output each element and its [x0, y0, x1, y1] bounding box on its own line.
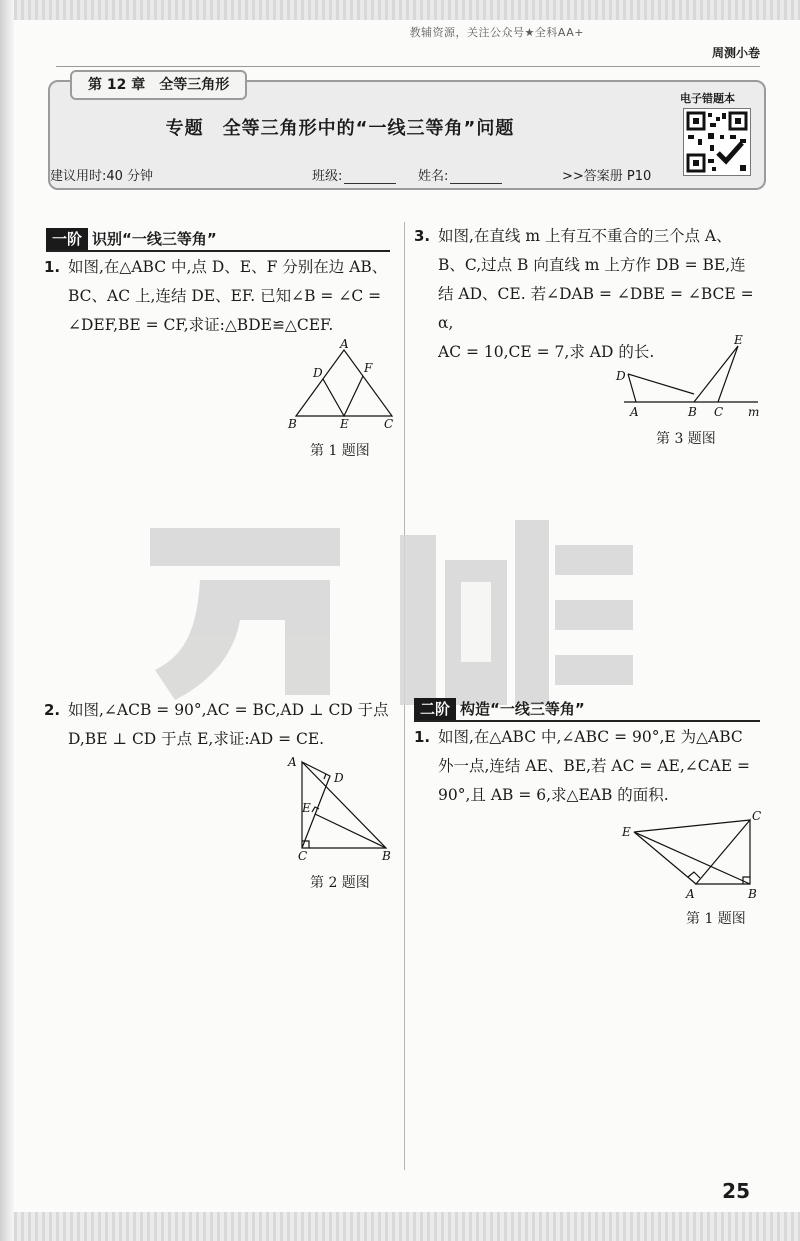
- fig4-label-A: A: [686, 887, 695, 901]
- problem-1-line: 如图,在△ABC 中,点 D、E、F 分别在边 AB、: [68, 258, 388, 276]
- fig2-label-E: E: [302, 801, 311, 815]
- name-blank: [450, 169, 502, 184]
- section1-title: 识别“一线三等角”: [92, 230, 217, 248]
- fig1-label-B: B: [288, 417, 297, 431]
- problem-2-number: 2.: [44, 701, 61, 719]
- figure-2: [282, 752, 398, 862]
- figure-s2-1: [618, 808, 768, 904]
- section1-rule: [46, 250, 390, 252]
- top-scan-stripe: [14, 0, 800, 20]
- name-label: 姓名:: [418, 169, 449, 184]
- problem-1-line: ∠DEF,BE = CF,求证:△BDE≌△CEF.: [68, 316, 334, 334]
- page-edge: [0, 0, 14, 1241]
- fig3-label-C: C: [714, 405, 724, 419]
- problem-3-number: 3.: [414, 227, 431, 245]
- fig2-label-C: C: [298, 849, 308, 862]
- fig1-label-D: D: [313, 366, 323, 380]
- problem-1: [44, 253, 398, 340]
- figure-1-caption: 第 1 题图: [310, 443, 370, 459]
- fig4-label-B: B: [748, 887, 757, 901]
- figure-3: [608, 332, 768, 424]
- section2-problem-1: [414, 723, 768, 810]
- fig1-label-F: F: [364, 361, 373, 375]
- qr-label: 电子错题本: [680, 92, 735, 105]
- fig3-label-E: E: [734, 333, 743, 347]
- fig3-label-A: A: [630, 405, 639, 419]
- section2-problem-1-number: 1.: [414, 728, 431, 746]
- meta-row: [50, 160, 668, 188]
- problem-2-line: 如图,∠ACB = 90°,AC = BC,AD ⊥ CD 于点: [68, 701, 389, 719]
- problem-1-number: 1.: [44, 258, 61, 276]
- answer-ref: >>答案册 P10: [562, 169, 652, 184]
- name-field: [418, 165, 502, 184]
- fig4-label-C: C: [752, 809, 762, 823]
- class-blank: [344, 169, 396, 184]
- section2-problem-1-line: 外一点,连结 AE、BE,若 AC = AE,∠CAE =: [438, 757, 751, 775]
- figure-3-caption: 第 3 题图: [656, 431, 716, 447]
- class-label: 班级:: [312, 169, 343, 184]
- fig2-label-D: D: [334, 771, 344, 785]
- fig2-label-A: A: [288, 755, 297, 769]
- figure-1: [280, 336, 400, 436]
- bottom-scan-stripe: [14, 1212, 800, 1241]
- section2-badge: 二阶: [414, 698, 456, 720]
- fig3-label-D: D: [616, 369, 626, 383]
- figure-2-caption: 第 2 题图: [310, 875, 370, 891]
- problem-3-line: AC = 10,CE = 7,求 AD 的长.: [438, 343, 655, 361]
- problem-2-line: D,BE ⊥ CD 于点 E,求证:AD = CE.: [68, 730, 325, 748]
- class-field: [312, 165, 396, 184]
- figure-s2-1-caption: 第 1 题图: [686, 911, 746, 927]
- section2-heading: [414, 698, 585, 720]
- section2-rule: [414, 720, 760, 722]
- page-tag: 周测小卷: [711, 46, 760, 60]
- problem-3-line: 结 AD、CE. 若∠DAB = ∠DBE = ∠BCE = α,: [438, 285, 754, 332]
- chapter-tab: 第 12 章 全等三角形: [70, 70, 247, 100]
- problem-1-line: BC、AC 上,连结 DE、EF. 已知∠B = ∠C =: [68, 287, 382, 305]
- page-number: 25: [722, 1179, 750, 1203]
- section2-problem-1-line: 90°,且 AB = 6,求△EAB 的面积.: [438, 786, 669, 804]
- section2-problem-1-line: 如图,在△ABC 中,∠ABC = 90°,E 为△ABC: [438, 728, 743, 746]
- fig2-label-B: B: [382, 849, 391, 862]
- fig3-label-m: m: [748, 405, 760, 419]
- topic-title: 专题 全等三角形中的“一线三等角”问题: [165, 118, 515, 139]
- time-label: 建议用时:40 分钟: [50, 169, 154, 184]
- section1-badge: 一阶: [46, 228, 88, 250]
- problem-3-line: 如图,在直线 m 上有互不重合的三个点 A、: [438, 227, 732, 245]
- qr-code-icon[interactable]: [683, 108, 751, 176]
- section1-heading: [46, 228, 217, 250]
- fig1-label-A: A: [340, 337, 349, 351]
- top-rule: [56, 66, 760, 67]
- fig3-label-B: B: [688, 405, 697, 419]
- section2-title: 构造“一线三等角”: [460, 700, 585, 718]
- problem-3-line: B、C,过点 B 向直线 m 上方作 DB = BE,连: [438, 256, 746, 274]
- problem-2: [44, 696, 398, 754]
- watermark: [145, 520, 645, 710]
- fig4-label-E: E: [622, 825, 631, 839]
- fig1-label-C: C: [384, 417, 394, 431]
- top-links: 教辅资源，关注公众号★全科AA+: [409, 26, 584, 39]
- fig1-label-E: E: [340, 417, 349, 431]
